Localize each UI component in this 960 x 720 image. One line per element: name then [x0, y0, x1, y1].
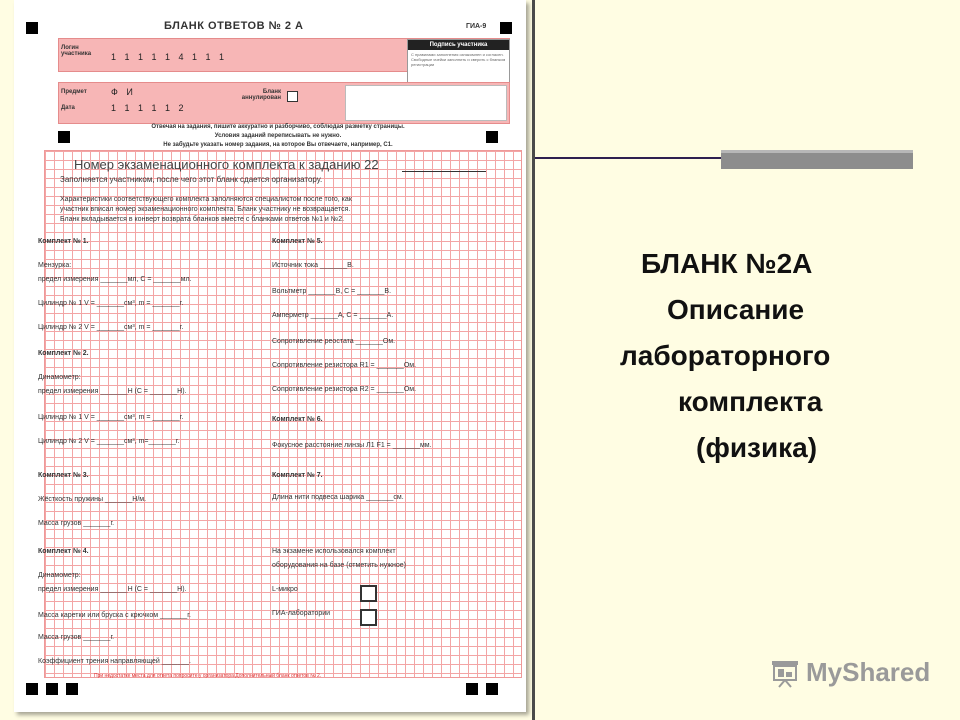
left-column-line: Динамометр: [38, 572, 81, 579]
decor-bar [721, 150, 913, 169]
slide-subtitle-line: лабораторного [620, 340, 831, 371]
right-column-line: Комплект № 5. [272, 238, 323, 245]
date-value: 1 1 1 1 1 2 [111, 103, 187, 113]
corner-marker [500, 22, 512, 34]
kit-note: Заполняется участником, после чего этот бланк сдается организатору. [60, 175, 323, 184]
slide-subtitle-line: Описание [667, 294, 805, 325]
blank-field [345, 85, 507, 121]
corner-marker [46, 683, 58, 695]
spec-note-line: Бланк вкладывается в конверт возврата бланков вместе с бланками ответов №1 и №2. [60, 216, 345, 223]
right-column-line: Сопротивление резистора R2 = _______Ом. [272, 386, 417, 393]
corner-marker [66, 683, 78, 695]
signature-header: Подпись участника [408, 40, 509, 50]
form-title: БЛАНК ОТВЕТОВ № 2 А [164, 20, 304, 32]
left-column-line: Мензурка: [38, 262, 72, 269]
slide-subtitle-line: (физика) [696, 432, 818, 463]
left-column-line: Масса грузов _______г. [38, 634, 115, 641]
corner-marker [26, 22, 38, 34]
left-column-line: Масса каретки или бруска с крючком _______г. [38, 612, 191, 619]
right-column-line: Вольтметр _______В, С = _______В. [272, 288, 392, 295]
right-column-line: Комплект № 7. [272, 472, 323, 479]
left-column-line: Цилиндр № 2 V = _______см³, m=_______г. [38, 438, 180, 445]
login-label: Логин участника [61, 45, 92, 57]
subject-label: Предмет [61, 89, 87, 95]
right-column-line: Источник тока _______В. [272, 262, 354, 269]
form-footer: При недостатке места для ответа попросите у организатора Дополнительный бланк ответов № 2. [94, 673, 322, 679]
right-column-line: Длина нити подвеса шарика _______см. [272, 494, 404, 501]
instruction-line: Не забудьте указать номер задания, на которое Вы отвечаете, например, С1. [163, 142, 393, 148]
left-column-line: Комплект № 4. [38, 548, 89, 555]
kit-number-line [402, 171, 486, 172]
right-column-line: Сопротивление резистора R1 = _______Ом. [272, 362, 417, 369]
right-column-line: L-микро [272, 586, 298, 593]
right-column-line: ГИА-лаборатории [272, 610, 331, 617]
answer-form-scan [14, 0, 526, 712]
right-column-line: Комплект № 6. [272, 416, 323, 423]
spec-note-line: участник вписал номер экзаменационного комплекта. Бланк участнику не возвращается. [60, 206, 351, 213]
left-column-line: Комплект № 1. [38, 238, 89, 245]
gia-lab-checkbox[interactable] [360, 609, 377, 626]
instruction-line: Условия заданий переписывать не нужно. [214, 133, 342, 139]
left-column-line: Комплект № 2. [38, 350, 89, 357]
right-column-line: Фокусное расстояние линзы Л1 F1 = _______мм. [272, 442, 432, 449]
date-label: Дата [61, 105, 75, 111]
signature-text: С правилами заполнения ознакомлен и согласен. Свободные ячейки заполнить и сверить с бланком регистрации [411, 52, 506, 67]
instruction-line: Отвечая на задания, пишите аккуратно и разборчиво, соблюдая разметку страницы. [151, 124, 405, 130]
right-column-line: оборудования на базе (отметить нужное) [272, 562, 407, 569]
left-column-line: предел измерения _______Н (С = _______Н). [38, 586, 187, 593]
myshared-logo [770, 657, 930, 688]
l-micro-checkbox[interactable] [360, 585, 377, 602]
left-column-line: Цилиндр № 2 V = _______см³, m = _______г. [38, 324, 184, 331]
corner-marker [466, 683, 478, 695]
form-code: ГИА-9 [466, 23, 487, 30]
slide-title: БЛАНК №2А [641, 248, 813, 279]
login-digits: 1 1 1 1 1 4 1 1 1 [111, 52, 228, 62]
presentation-icon [770, 658, 800, 688]
subject-section [58, 82, 510, 124]
kit-heading: Номер экзаменационного комплекта к заданию 22 [74, 157, 379, 172]
left-column-line: предел измерения _______мл, С = _______мл. [38, 276, 192, 283]
left-column-line: Динамометр: [38, 374, 81, 381]
logo-text: MyShared [806, 657, 931, 687]
right-column-line: Амперметр _______А, С = _______А. [272, 312, 394, 319]
left-column-line: Масса грузов _______г. [38, 520, 115, 527]
void-label: Бланк аннулирован [241, 89, 281, 101]
right-column-line: На экзамене использовался комплект [272, 548, 396, 555]
corner-marker [486, 683, 498, 695]
spec-note-line: Характеристики соответствующего комплекта заполняются специалистом после того, как [60, 196, 352, 203]
divider-vertical [532, 0, 535, 720]
slide-subtitle-line: комплекта [678, 386, 823, 417]
right-column-line: Сопротивление реостата _______Ом. [272, 338, 396, 345]
void-checkbox[interactable] [287, 91, 298, 102]
corner-marker [26, 683, 38, 695]
left-column-line: Комплект № 3. [38, 472, 89, 479]
left-column-line: Цилиндр № 1 V = _______см³, m = _______г. [38, 414, 184, 421]
left-column-line: предел измерения _______Н (С = _______Н). [38, 388, 187, 395]
left-column-line: Коэффициент трения направляющей _______. [38, 658, 191, 665]
left-column-line: Жёсткость пружины _______Н/м. [38, 496, 147, 503]
left-column-line: Цилиндр № 1 V = _______см³, m = _______г. [38, 300, 184, 307]
subject-value: Ф И [111, 87, 136, 97]
